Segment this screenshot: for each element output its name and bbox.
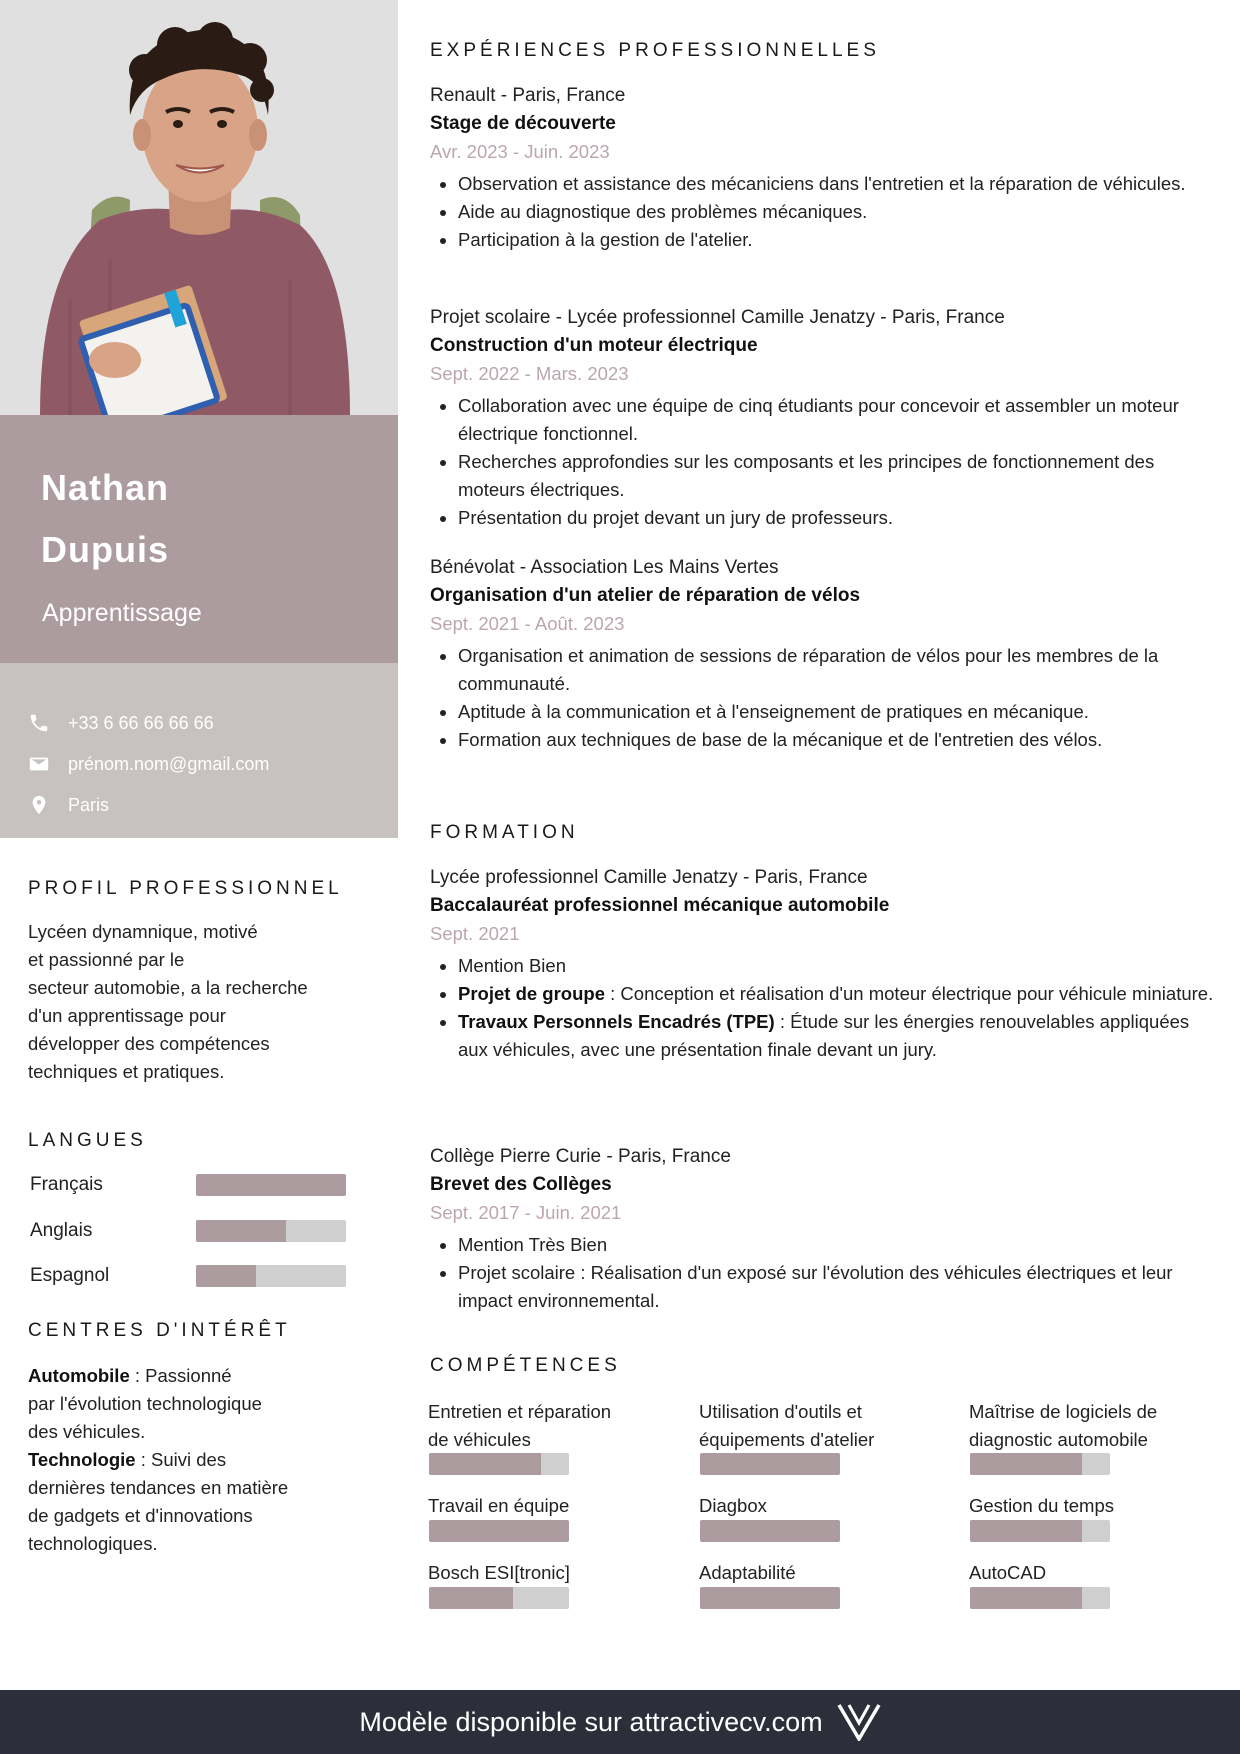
skill-label: Entretien et réparation — [428, 1401, 612, 1422]
experience-entry — [430, 82, 1220, 254]
bullet-text: : Étude sur les énergies renouvelables appliquées aux véhicules, avec une présentation finale devant un jury. — [458, 1011, 1190, 1060]
experience-entry — [430, 554, 1220, 754]
skill-label: AutoCAD — [969, 1562, 1047, 1583]
skill-item — [428, 1398, 668, 1454]
contact-phone — [28, 708, 214, 738]
interests-text — [28, 1362, 348, 1558]
interest-line — [28, 1446, 348, 1474]
name-block — [0, 415, 398, 663]
language-level-bar — [196, 1265, 346, 1287]
experience-date: Sept. 2022 - Mars. 2023 — [430, 363, 629, 384]
education-date: Sept. 2021 — [430, 923, 520, 944]
email-icon — [28, 753, 50, 775]
interest-line: dernières tendances en matière — [28, 1477, 289, 1498]
bullet-item: Aide au diagnostique des problèmes mécaniques. — [458, 198, 1220, 226]
skill-level-bar — [429, 1453, 569, 1475]
language-name: Français — [30, 1174, 103, 1195]
skill-level-bar — [970, 1453, 1110, 1475]
skill-level-bar — [429, 1520, 569, 1542]
education-degree: Brevet des Collèges — [430, 1174, 612, 1195]
skill-item — [699, 1559, 939, 1587]
bullet-label: Travaux Personnels Encadrés (TPE) — [458, 1011, 775, 1032]
skill-item — [428, 1492, 668, 1520]
contact-location — [28, 790, 109, 820]
bullet-item: Projet scolaire : Réalisation d'un exposé sur l'évolution des véhicules électriques et leur impact environnemental. — [458, 1259, 1220, 1315]
profile-photo — [0, 0, 398, 415]
skill-item — [969, 1398, 1209, 1454]
bullet-item: Formation aux techniques de base de la mécanique et de l'entretien des vélos. — [458, 726, 1220, 754]
language-level-bar — [196, 1174, 346, 1196]
skill-item — [428, 1559, 668, 1587]
bullet-item — [458, 1008, 1220, 1064]
profil-heading: PROFIL PROFESSIONNEL — [28, 878, 343, 899]
bullet-label: Projet de groupe — [458, 983, 605, 1004]
sidebar — [0, 0, 398, 1690]
skill-label: Diagbox — [699, 1495, 767, 1516]
email-text: prénom.nom@gmail.com — [68, 753, 270, 774]
experience-bullets — [430, 392, 1220, 532]
skill-label: diagnostic automobile — [969, 1429, 1148, 1450]
skill-level-fill — [970, 1520, 1082, 1542]
education-school: Lycée professionnel Camille Jenatzy - Paris, France — [430, 867, 868, 888]
skill-item — [699, 1492, 939, 1520]
last-name: Dupuis — [41, 529, 169, 570]
skill-item — [969, 1492, 1209, 1520]
skills-heading: COMPÉTENCES — [430, 1355, 621, 1376]
interest-line: technologiques. — [28, 1533, 158, 1554]
experience-heading: EXPÉRIENCES PROFESSIONNELLES — [430, 40, 880, 61]
education-entry — [430, 864, 1220, 1064]
skill-level-fill — [429, 1520, 569, 1542]
skill-level-bar — [700, 1587, 840, 1609]
skill-label: de véhicules — [428, 1429, 531, 1450]
skill-level-fill — [429, 1587, 513, 1609]
skill-level-fill — [970, 1587, 1082, 1609]
language-level-bar — [196, 1220, 346, 1242]
skill-label: Bosch ESI[tronic] — [428, 1562, 570, 1583]
bullet-item: Mention Très Bien — [458, 1231, 1220, 1259]
interest-text: : Suivi des — [135, 1449, 227, 1470]
interest-label: Technologie — [28, 1449, 136, 1470]
experience-entry — [430, 304, 1220, 532]
first-name: Nathan — [41, 467, 170, 508]
interest-text: : Passionné — [129, 1365, 232, 1386]
experience-org: Projet scolaire - Lycée professionnel Camille Jenatzy - Paris, France — [430, 307, 1005, 328]
skill-level-fill — [429, 1453, 541, 1475]
bullet-item: Recherches approfondies sur les composants et les principes de fonctionnement des moteurs électriques. — [458, 448, 1220, 504]
bullet-item: Collaboration avec une équipe de cinq étudiants pour concevoir et assembler un moteur électrique fonctionnel. — [458, 392, 1220, 448]
profil-line: développer des compétences — [28, 1033, 270, 1054]
language-name: Anglais — [30, 1220, 93, 1241]
contact-block — [0, 663, 398, 838]
skill-item — [699, 1398, 939, 1454]
interest-label: Automobile — [28, 1365, 130, 1386]
skill-level-bar — [700, 1520, 840, 1542]
interest-line — [28, 1362, 348, 1390]
skill-label: Gestion du temps — [969, 1495, 1114, 1516]
contact-email — [28, 749, 269, 779]
attractivecv-v-logo-icon — [837, 1703, 881, 1741]
student-portrait-image — [0, 0, 398, 415]
language-level-fill — [196, 1174, 346, 1196]
experience-title: Construction d'un moteur électrique — [430, 335, 758, 356]
bullet-item: Mention Bien — [458, 952, 1220, 980]
profil-text — [28, 918, 348, 1086]
interest-line: des véhicules. — [28, 1421, 146, 1442]
skill-item — [969, 1559, 1209, 1587]
job-target: Apprentissage — [42, 599, 202, 627]
skill-level-bar — [970, 1520, 1110, 1542]
footer-banner[interactable] — [0, 1690, 1240, 1754]
skill-level-fill — [700, 1520, 840, 1542]
education-heading: FORMATION — [430, 822, 579, 843]
language-level-fill — [196, 1265, 256, 1287]
profil-line: et passionné par le — [28, 949, 185, 970]
profil-line: techniques et pratiques. — [28, 1061, 225, 1082]
skill-label: Utilisation d'outils et — [699, 1401, 862, 1422]
education-date: Sept. 2017 - Juin. 2021 — [430, 1202, 622, 1223]
profil-line: secteur automobie, a la recherche — [28, 977, 308, 998]
experience-title: Stage de découverte — [430, 113, 616, 134]
skill-level-bar — [429, 1587, 569, 1609]
experience-title: Organisation d'un atelier de réparation de vélos — [430, 585, 861, 606]
bullet-item: Présentation du projet devant un jury de professeurs. — [458, 504, 1220, 532]
bullet-text: : Conception et réalisation d'un moteur électrique pour véhicule miniature. — [605, 983, 1214, 1004]
phone-icon — [28, 712, 50, 734]
bullet-item — [458, 980, 1220, 1008]
education-bullets — [430, 1231, 1220, 1315]
interests-heading: CENTRES D'INTÉRÊT — [28, 1320, 291, 1341]
language-name: Espagnol — [30, 1265, 110, 1286]
experience-bullets — [430, 170, 1220, 254]
education-school: Collège Pierre Curie - Paris, France — [430, 1146, 731, 1167]
phone-text: +33 6 66 66 66 66 — [68, 712, 214, 733]
experience-org: Bénévolat - Association Les Mains Vertes — [430, 557, 779, 578]
profil-line: Lycéen dynamnique, motivé — [28, 921, 258, 942]
skill-label: Maîtrise de logiciels de — [969, 1401, 1158, 1422]
language-level-fill — [196, 1220, 286, 1242]
interest-line: par l'évolution technologique — [28, 1393, 262, 1414]
skill-label: équipements d'atelier — [699, 1429, 875, 1450]
bullet-item: Aptitude à la communication et à l'enseignement de pratiques en mécanique. — [458, 698, 1220, 726]
education-entry — [430, 1143, 1220, 1315]
experience-org: Renault - Paris, France — [430, 85, 626, 106]
city-text: Paris — [68, 794, 110, 815]
bullet-item: Participation à la gestion de l'atelier. — [458, 226, 1220, 254]
education-degree: Baccalauréat professionnel mécanique automobile — [430, 895, 890, 916]
experience-date: Avr. 2023 - Juin. 2023 — [430, 141, 610, 162]
skill-level-fill — [970, 1453, 1082, 1475]
skill-level-bar — [700, 1453, 840, 1475]
bullet-item: Organisation et animation de sessions de réparation de vélos pour les membres de la communauté. — [458, 642, 1220, 698]
skill-level-bar — [970, 1587, 1110, 1609]
education-bullets — [430, 952, 1220, 1064]
experience-date: Sept. 2021 - Août. 2023 — [430, 613, 625, 634]
bullet-item: Observation et assistance des mécaniciens dans l'entretien et la réparation de véhicules. — [458, 170, 1220, 198]
footer-text[interactable]: Modèle disponible sur attractivecv.com — [359, 1706, 823, 1737]
experience-bullets — [430, 642, 1220, 754]
interest-line: de gadgets et d'innovations — [28, 1505, 253, 1526]
languages-heading: LANGUES — [28, 1130, 147, 1151]
profil-line: d'un apprentissage pour — [28, 1005, 226, 1026]
skill-label: Adaptabilité — [699, 1562, 796, 1583]
skill-label: Travail en équipe — [428, 1495, 570, 1516]
skill-level-fill — [700, 1453, 840, 1475]
skill-level-fill — [700, 1587, 840, 1609]
location-pin-icon — [28, 794, 50, 816]
